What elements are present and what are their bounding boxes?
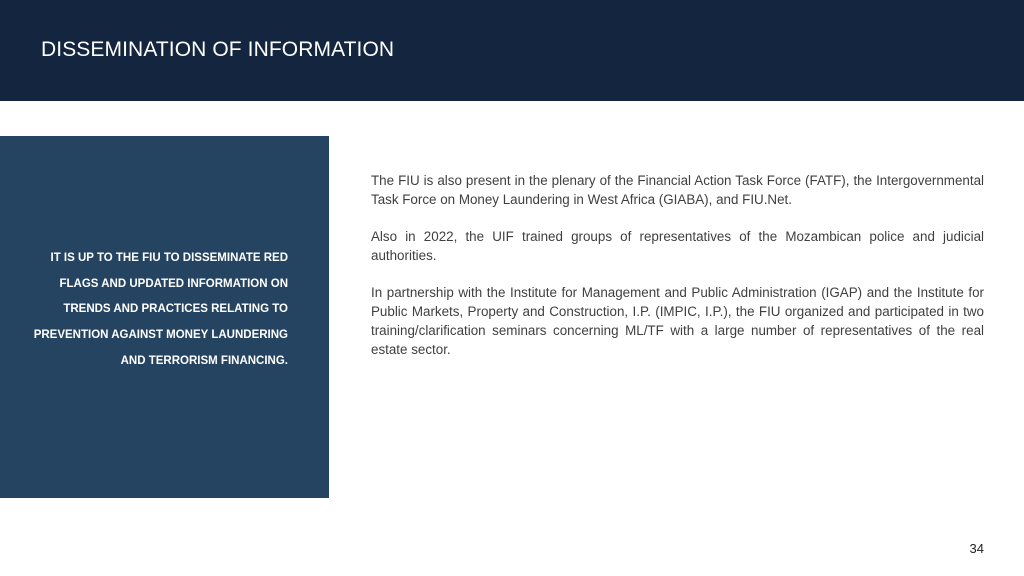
side-panel (0, 136, 329, 498)
paragraph-partnership: In partnership with the Institute for Management and Public Administration (IGAP) and the Institute for Public Markets, Property and Construction, I.P. (IMPIC, I.P.), the FIU organized and participated in two training/clarification seminars concerning ML/TF with a large number of representatives of the real estate sector. (371, 285, 984, 357)
paragraph-training: Also in 2022, the UIF trained groups of representatives of the Mozambican police and judicial authorities. (371, 229, 984, 263)
paragraph-fatf-presence: The FIU is also present in the plenary of the Financial Action Task Force (FATF), the Intergovernmental Task Force on Money Laundering in West Africa (GIABA), and FIU.Net. (371, 173, 984, 207)
body-text (371, 172, 984, 378)
slide-header (0, 0, 1024, 101)
side-panel-statement: IT IS UP TO THE FIU TO DISSEMINATE RED FLAGS AND UPDATED INFORMATION ON TRENDS AND PRACTICES RELATING TO PREVENTION AGAINST MONEY LAUNDERING AND TERRORISM FINANCING. (33, 252, 288, 367)
slide-title: DISSEMINATION OF INFORMATION (41, 38, 395, 61)
page-number: 34 (969, 541, 984, 556)
